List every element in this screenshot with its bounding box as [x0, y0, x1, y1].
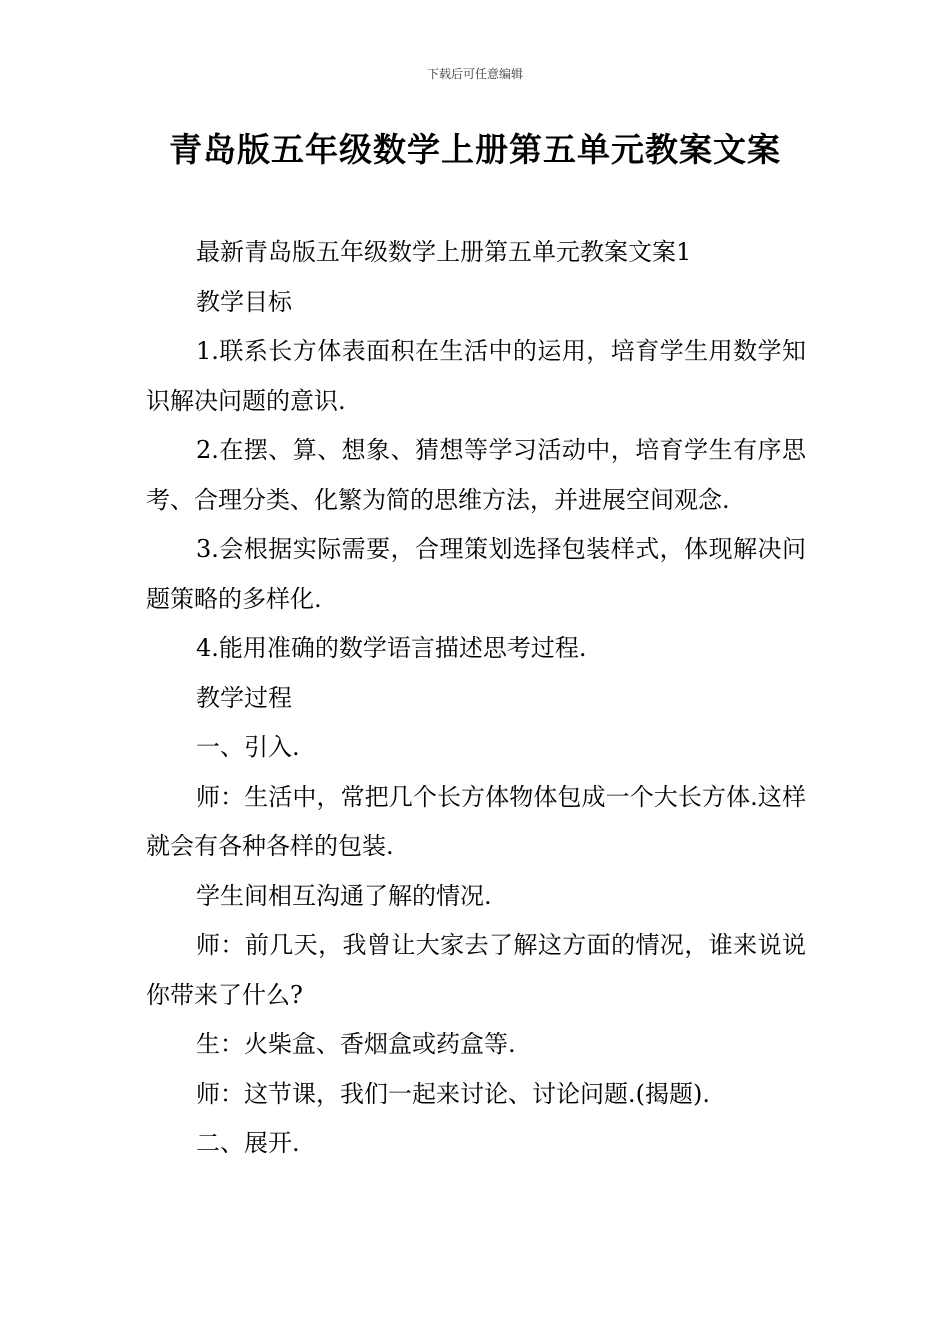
paragraph-teaching-process: 教学过程 [196, 683, 292, 712]
header-note: 下载后可任意编辑 [426, 67, 523, 81]
paragraph-goal-3: 3.会根据实际需要，合理策划选择包装样式，体现解决问题策略的多样化. [146, 535, 806, 613]
paragraph-goal-4: 4.能用准确的数学语言描述思考过程. [196, 634, 587, 662]
paragraph-section-expand: 二、展开. [196, 1129, 300, 1157]
document-title: 青岛版五年级数学上册第五单元教案文案 [169, 130, 781, 169]
paragraph-teaching-goals: 教学目标 [196, 287, 292, 316]
paragraph-teacher-3: 师：这节课，我们一起来讨论、讨论问题.(揭题). [196, 1079, 710, 1108]
document-body [146, 228, 806, 1169]
paragraph-heading-lesson: 最新青岛版五年级数学上册第五单元教案文案1 [196, 238, 692, 266]
paragraph-teacher-2: 师：前几天，我曾让大家去了解这方面的情况，谁来说说你带来了什么? [146, 931, 806, 1009]
paragraph-teacher-1: 师：生活中，常把几个长方体物体包成一个大长方体.这样就会有各种各样的包装. [146, 782, 806, 860]
paragraph-section-intro: 一、引入. [196, 733, 300, 761]
paragraph-student-answer: 生：火柴盒、香烟盒或药盒等. [196, 1030, 516, 1058]
paragraph-goal-1: 1.联系长方体表面积在生活中的运用，培育学生用数学知识解决问题的意识. [146, 337, 806, 415]
paragraph-goal-2: 2.在摆、算、想象、猜想等学习活动中，培育学生有序思考、合理分类、化繁为简的思维方法，并进展空间观念. [146, 436, 806, 514]
paragraph-students-communicate: 学生间相互沟通了解的情况. [196, 881, 492, 910]
